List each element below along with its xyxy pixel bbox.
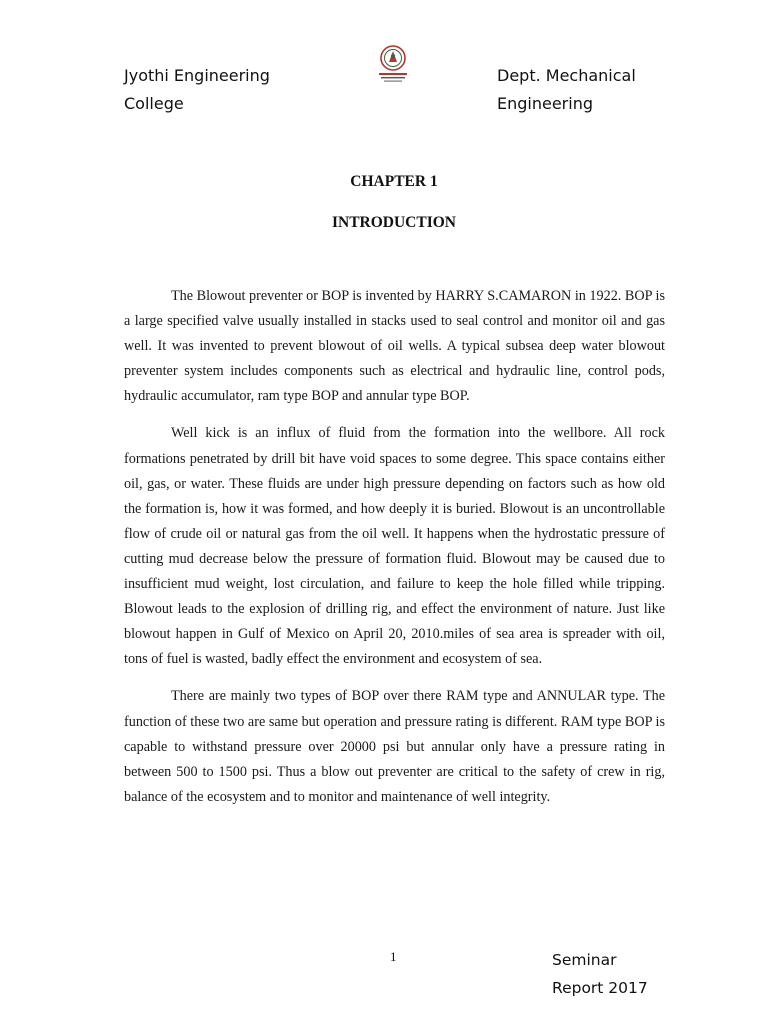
college-logo bbox=[371, 42, 415, 88]
footer-report bbox=[552, 946, 732, 1002]
paragraph-2: Well kick is an influx of fluid from the formation into the wellbore. All rock formations penetrated by drill bit have void spaces to some degree. This space contains either oil, gas, or water. These fluids are under high pressure depending on factors such as how old the formation is, how it was formed, and how deeply it is buried. Blowout is an uncontrollable flow of crude oil or natural gas from the oil well. It happens when the hydrostatic pressure of cutting mud decrease below the pressure of formation fluid. Blowout may be caused due to insufficient mud weight, lost circulation, and failure to keep the hole filled while tripping. Blowout leads to the explosion of drilling rig, and effect the environment of nature. Just like blowout happen in Gulf of Mexico on April 20, 2010.miles of sea area is spreader with oil, tons of fuel is wasted, badly effect the environment and ecosystem of sea. bbox=[124, 425, 665, 668]
college-name-line1: Jyothi Engineering bbox=[124, 66, 270, 85]
department-line2: Engineering bbox=[497, 94, 593, 113]
header-department bbox=[497, 62, 697, 118]
section-heading: INTRODUCTION bbox=[331, 214, 456, 231]
chapter-title: CHAPTER 1 bbox=[350, 173, 438, 190]
department-line1: Dept. Mechanical bbox=[497, 66, 636, 85]
college-name-line2: College bbox=[124, 94, 184, 113]
report-line1: Seminar bbox=[552, 951, 617, 969]
paragraph-3: There are mainly two types of BOP over there RAM type and ANNULAR type. The function of these two are same but operation and pressure rating is different. RAM type BOP is capable to withstand pressure over 20000 psi but annular only have a pressure rating in between 500 to 1500 psi. Thus a blow out preventer are critical to the safety of crew in rig, balance of the ecosystem and to monitor and maintenance of well integrity. bbox=[124, 688, 665, 805]
body-text bbox=[124, 284, 665, 822]
header-college bbox=[124, 62, 344, 118]
page-number: 1 bbox=[390, 949, 397, 964]
paragraph-1: The Blowout preventer or BOP is invented by HARRY S.CAMARON in 1922. BOP is a large specified valve usually installed in stacks used to seal control and monitor oil and gas well. It was invented to prevent blowout of oil wells. A typical subsea deep water blowout preventer system includes components such as electrical and hydraulic line, control pods, hydraulic accumulator, ram type BOP and annular type BOP. bbox=[124, 288, 665, 405]
college-logo-icon bbox=[371, 42, 415, 88]
report-line2: Report 2017 bbox=[552, 979, 648, 997]
